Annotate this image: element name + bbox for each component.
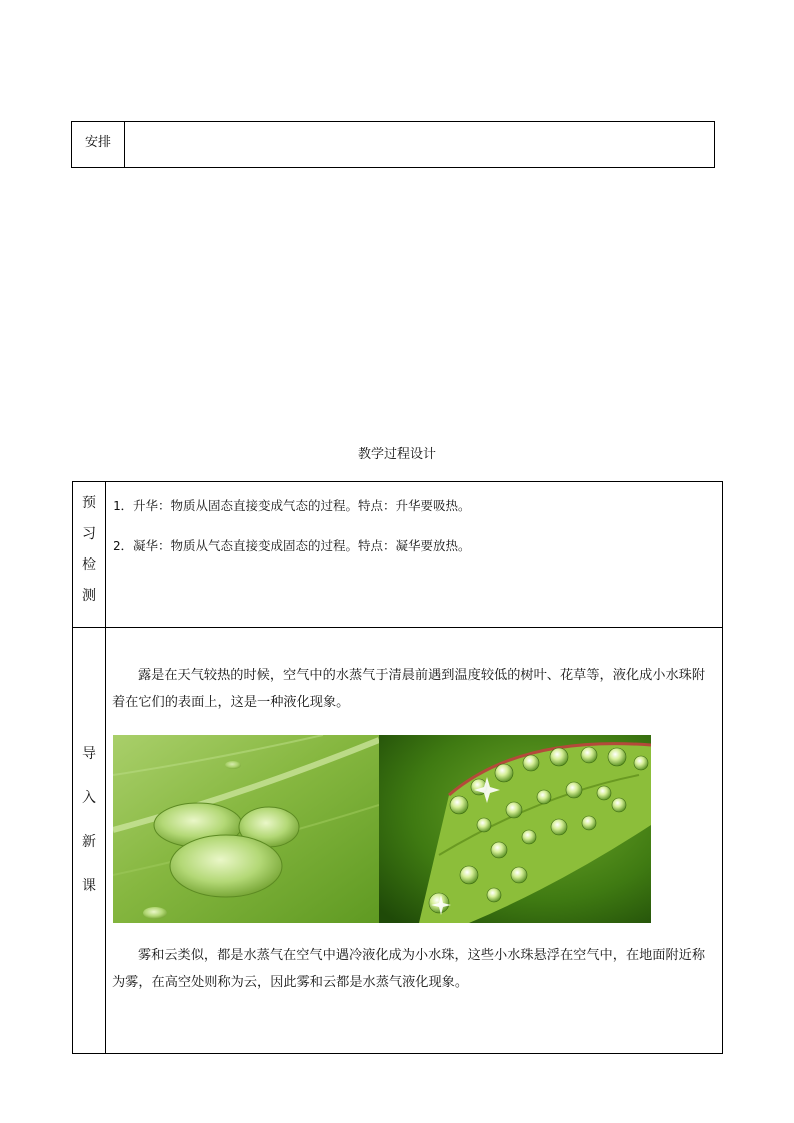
label-char: 习 <box>82 526 96 542</box>
preview-check-label <box>73 482 106 627</box>
label-char: 检 <box>82 557 96 573</box>
dew-paragraph: 露是在天气较热的时候，空气中的水蒸气于清晨前遇到温度较低的树叶、花草等，液化成小水珠附着在它们的表面上，这是一种液化现象。 <box>112 668 706 710</box>
intro-new-lesson-row <box>73 628 722 1053</box>
preview-check-content <box>106 482 722 627</box>
sublimation-definition: 1．升华：物质从固态直接变成气态的过程。特点：升华要吸热。 <box>113 498 471 513</box>
label-char: 课 <box>82 877 96 894</box>
teaching-process-table <box>72 481 723 1054</box>
deposition-definition: 2．凝华：物质从气态直接变成固态的过程。特点：凝华要放热。 <box>113 538 471 553</box>
label-char: 新 <box>82 833 96 850</box>
intro-new-lesson-label <box>73 628 106 1053</box>
fog-cloud-paragraph: 雾和云类似，都是水蒸气在空气中遇冷液化成为小水珠，这些小水珠悬浮在空气中，在地面附近称为雾，在高空处则称为云，因此雾和云都是水蒸气液化现象。 <box>112 948 706 990</box>
label-char: 测 <box>82 588 96 604</box>
arrangement-table <box>71 121 715 168</box>
arrangement-content <box>125 122 714 167</box>
label-char: 预 <box>82 495 96 511</box>
section-title: 教学过程设计 <box>357 447 436 462</box>
preview-check-row <box>73 482 722 628</box>
arrangement-label: 安排 <box>72 122 125 167</box>
dew-on-leaf-edge-photo <box>379 735 651 923</box>
label-char: 导 <box>82 745 96 762</box>
water-droplets-on-leaf-photo <box>113 735 379 923</box>
intro-new-lesson-content <box>106 628 722 1053</box>
label-char: 入 <box>82 789 96 806</box>
